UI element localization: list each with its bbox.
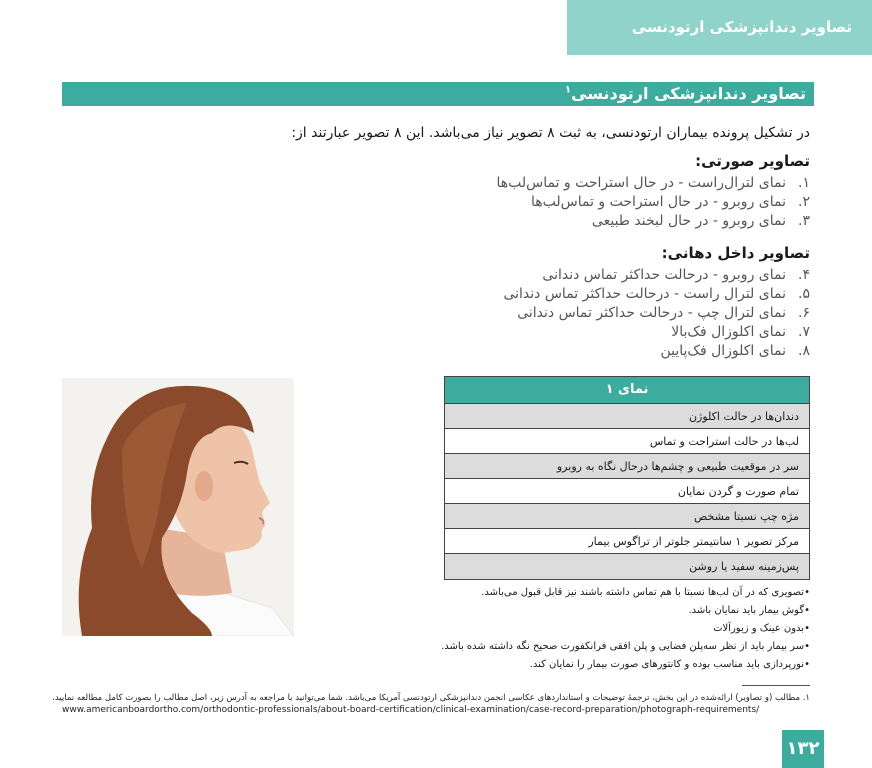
note-item: • تصویری که در آن لب‌ها نسبتا با هم تماس داشته باشند نیز قابل قبول می‌باشد. <box>441 584 810 602</box>
list-item: ۴.نمای روبرو - درحالت حداکثر تماس دندانی <box>542 267 810 283</box>
intraoral-section-title: تصاویر داخل دهانی: <box>661 244 810 262</box>
table-row: تمام صورت و گردن نمایان <box>445 479 809 504</box>
footnote-url[interactable]: www.americanboardortho.com/orthodontic-professionals/about-board-certification/clinical-examination/case-record-preparation/photograph-requirements/ <box>62 705 760 715</box>
table-row: لب‌ها در حالت استراحت و تماس <box>445 429 809 454</box>
footnote-mark: ۱ <box>564 84 572 96</box>
list-item: ۶.نمای لترال چپ - درحالت حداکثر تماس دندانی <box>517 305 810 321</box>
intraoral-list <box>503 266 810 361</box>
profile-photo <box>62 378 294 636</box>
table-row: سر در موقعیت طبیعی و چشم‌ها درحال نگاه به روبرو <box>445 454 809 479</box>
section-title-bar <box>62 82 814 106</box>
facial-section-title: تصاویر صورتی: <box>695 152 810 170</box>
footnote-divider <box>742 685 810 686</box>
page-number: ۱۳۲ <box>782 730 824 768</box>
table-header: نمای ۱ <box>445 377 809 404</box>
note-item: • نورپردازی باید مناسب بوده و کانتورهای صورت بیمار را نمایان کند. <box>441 656 810 674</box>
list-item: ۲.نمای روبرو - در حال استراحت و تماس‌لب‌ها <box>530 194 810 210</box>
facial-list <box>496 174 810 231</box>
list-item: ۸.نمای اکلوزال فک‌پایین <box>660 343 810 359</box>
section-title: تصاویر دندانپزشکی ارتودنسی$^۱$ <box>564 84 806 103</box>
notes-list <box>441 584 810 674</box>
view-1-table <box>444 376 810 580</box>
note-item: • بدون عینک و زیورآلات <box>441 620 810 638</box>
list-item: ۳.نمای روبرو - در حال لبخند طبیعی <box>591 213 810 229</box>
list-item: ۵.نمای لترال راست - درحالت حداکثر تماس دندانی <box>503 286 810 302</box>
table-row: مرکز تصویر ۱ سانتیمتر جلوتر از تراگوس بیمار <box>445 529 809 554</box>
list-item: ۷.نمای اکلوزال فک‌بالا <box>671 324 810 340</box>
list-item: ۱.نمای لترال‌راست - در حال استراحت و تماس‌لب‌ها <box>496 175 810 191</box>
profile-photo-illustration <box>62 378 294 636</box>
note-item: • گوش بیمار باید نمایان باشد. <box>441 602 810 620</box>
footnote-text: ۱. مطالب (و تصاویر) ارائه‌شده در این بخش، ترجمهٔ توضیحات و استانداردهای عکاسی انجمن دندانپزشکی ارتودنسی آمریکا می‌باشد. شما می‌توانید با مراجعه به آدرس زیر، اصل مطالب را بصورت کامل مطالعه نمایید. <box>52 693 810 703</box>
note-item: • سر بیمار باید از نظر سه‌پلن فضایی و پلن افقی فرانکفورت صحیح نگه داشته شده باشد. <box>441 638 810 656</box>
intro-paragraph: در تشکیل پرونده بیماران ارتودنسی، به ثبت ۸ تصویر نیاز می‌باشد. این ۸ تصویر عبارتند از: <box>291 125 810 141</box>
running-header <box>567 0 872 57</box>
table-row: مژه چپ نسبتا مشخص <box>445 504 809 529</box>
table-row: دندان‌ها در حالت اکلوژن <box>445 404 809 429</box>
table-row: پس‌زمینه سفید یا روشن <box>445 554 809 579</box>
running-header-title: تصاویر دندانپزشکی ارتودنسی <box>631 18 852 36</box>
